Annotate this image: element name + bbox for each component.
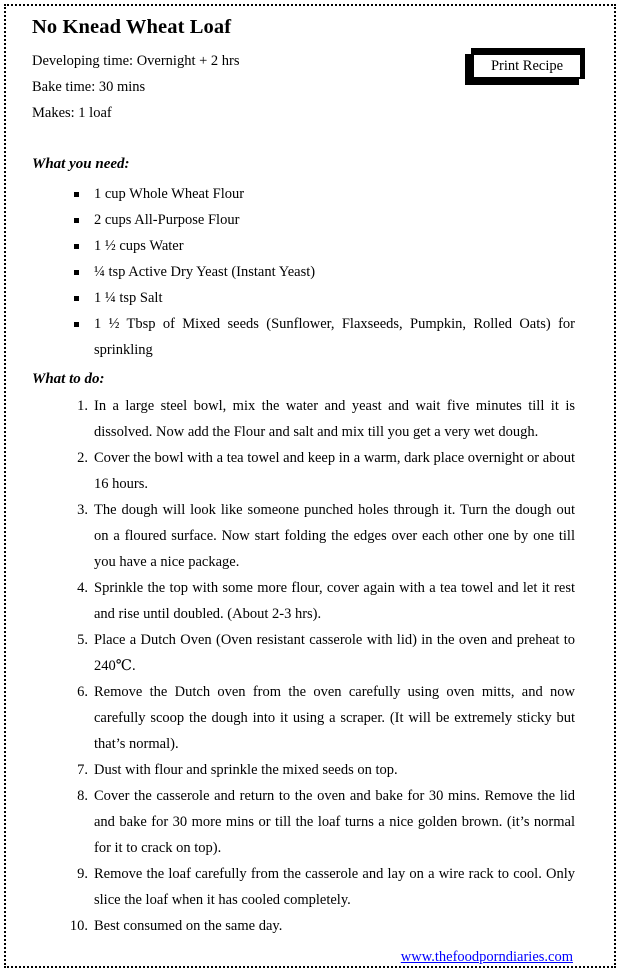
meta-bake-time: Bake time: 30 mins: [32, 79, 146, 95]
steps-list: [6, 390, 614, 939]
step-item: [6, 393, 575, 445]
recipe-header: [6, 6, 614, 126]
step-text: Cover the casserole and return to the oven and bake for 30 mins. Remove the lid and bake for 30 more mins or till the loaf turns a nice golden brown. (it’s normal for it to crack on top).: [94, 788, 575, 856]
ingredient-item: [6, 311, 575, 363]
square-bullet-icon: [74, 296, 79, 301]
steps-heading: What to do:: [32, 371, 105, 387]
square-bullet-icon: [74, 270, 79, 275]
step-item: [6, 627, 575, 679]
step-text: Best consumed on the same day.: [94, 918, 283, 934]
square-bullet-icon: [74, 218, 79, 223]
button-face: [473, 54, 581, 78]
ingredients-heading: What you need:: [32, 156, 130, 172]
ingredients-list: [6, 175, 614, 363]
step-item: [6, 861, 575, 913]
print-recipe-label: Print Recipe: [490, 57, 564, 74]
step-text: Remove the loaf carefully from the casserole and lay on a wire rack to cool. Only slice the loaf when it has cooled completely.: [94, 866, 575, 908]
footer: [6, 939, 614, 966]
step-text: In a large steel bowl, mix the water and yeast and wait five minutes till it is dissolved. Now add the Flour and salt and mix till you get a very wet dough.: [94, 398, 575, 440]
step-item: [6, 497, 575, 575]
button-3d-bottom-edge: [465, 78, 579, 85]
step-item: [6, 679, 575, 757]
step-item: [6, 445, 575, 497]
step-text: Remove the Dutch oven from the oven carefully using oven mitts, and now carefully scoop the dough into it using a scraper. (It will be extremely sticky but that’s normal).: [94, 684, 575, 752]
step-text: Place a Dutch Oven (Oven resistant casserole with lid) in the oven and preheat to 240℃.: [94, 632, 575, 674]
ingredient-text: 1 ½ cups Water: [94, 238, 184, 254]
step-item: [6, 783, 575, 861]
step-text: The dough will look like someone punched holes through it. Turn the dough out on a floured surface. Now start folding the edges over each other one by one till you have a nice package.: [94, 502, 575, 570]
meta-developing-time: Developing time: Overnight + 2 hrs: [32, 53, 240, 69]
page-title: No Knead Wheat Loaf: [32, 16, 232, 38]
step-item: [6, 913, 575, 939]
step-item: [6, 575, 575, 627]
ingredient-item: [6, 207, 575, 233]
step-text: Cover the bowl with a tea towel and keep in a warm, dark place overnight or about 16 hours.: [94, 450, 575, 492]
ingredient-text: 2 cups All-Purpose Flour: [94, 212, 240, 228]
meta-makes: Makes: 1 loaf: [32, 105, 112, 121]
step-text: Sprinkle the top with some more flour, cover again with a tea towel and let it rest and rise until doubled. (About 2-3 hrs).: [94, 580, 575, 622]
ingredient-text: 1 ½ Tbsp of Mixed seeds (Sunflower, Flaxseeds, Pumpkin, Rolled Oats) for sprinkling: [94, 316, 575, 358]
ingredient-item: [6, 285, 575, 311]
ingredient-item: [6, 233, 575, 259]
ingredient-text: 1 ¼ tsp Salt: [94, 290, 163, 306]
square-bullet-icon: [74, 244, 79, 249]
square-bullet-icon: [74, 192, 79, 197]
website-link[interactable]: www.thefoodporndiaries.com: [400, 949, 573, 965]
print-recipe-button[interactable]: [465, 48, 585, 85]
square-bullet-icon: [74, 322, 79, 327]
ingredient-text: ¼ tsp Active Dry Yeast (Instant Yeast): [94, 264, 316, 280]
ingredient-text: 1 cup Whole Wheat Flour: [94, 186, 245, 202]
ingredient-item: [6, 259, 575, 285]
step-item: [6, 757, 575, 783]
recipe-page: [4, 4, 616, 968]
step-text: Dust with flour and sprinkle the mixed seeds on top.: [94, 762, 398, 778]
ingredient-item: [6, 181, 575, 207]
